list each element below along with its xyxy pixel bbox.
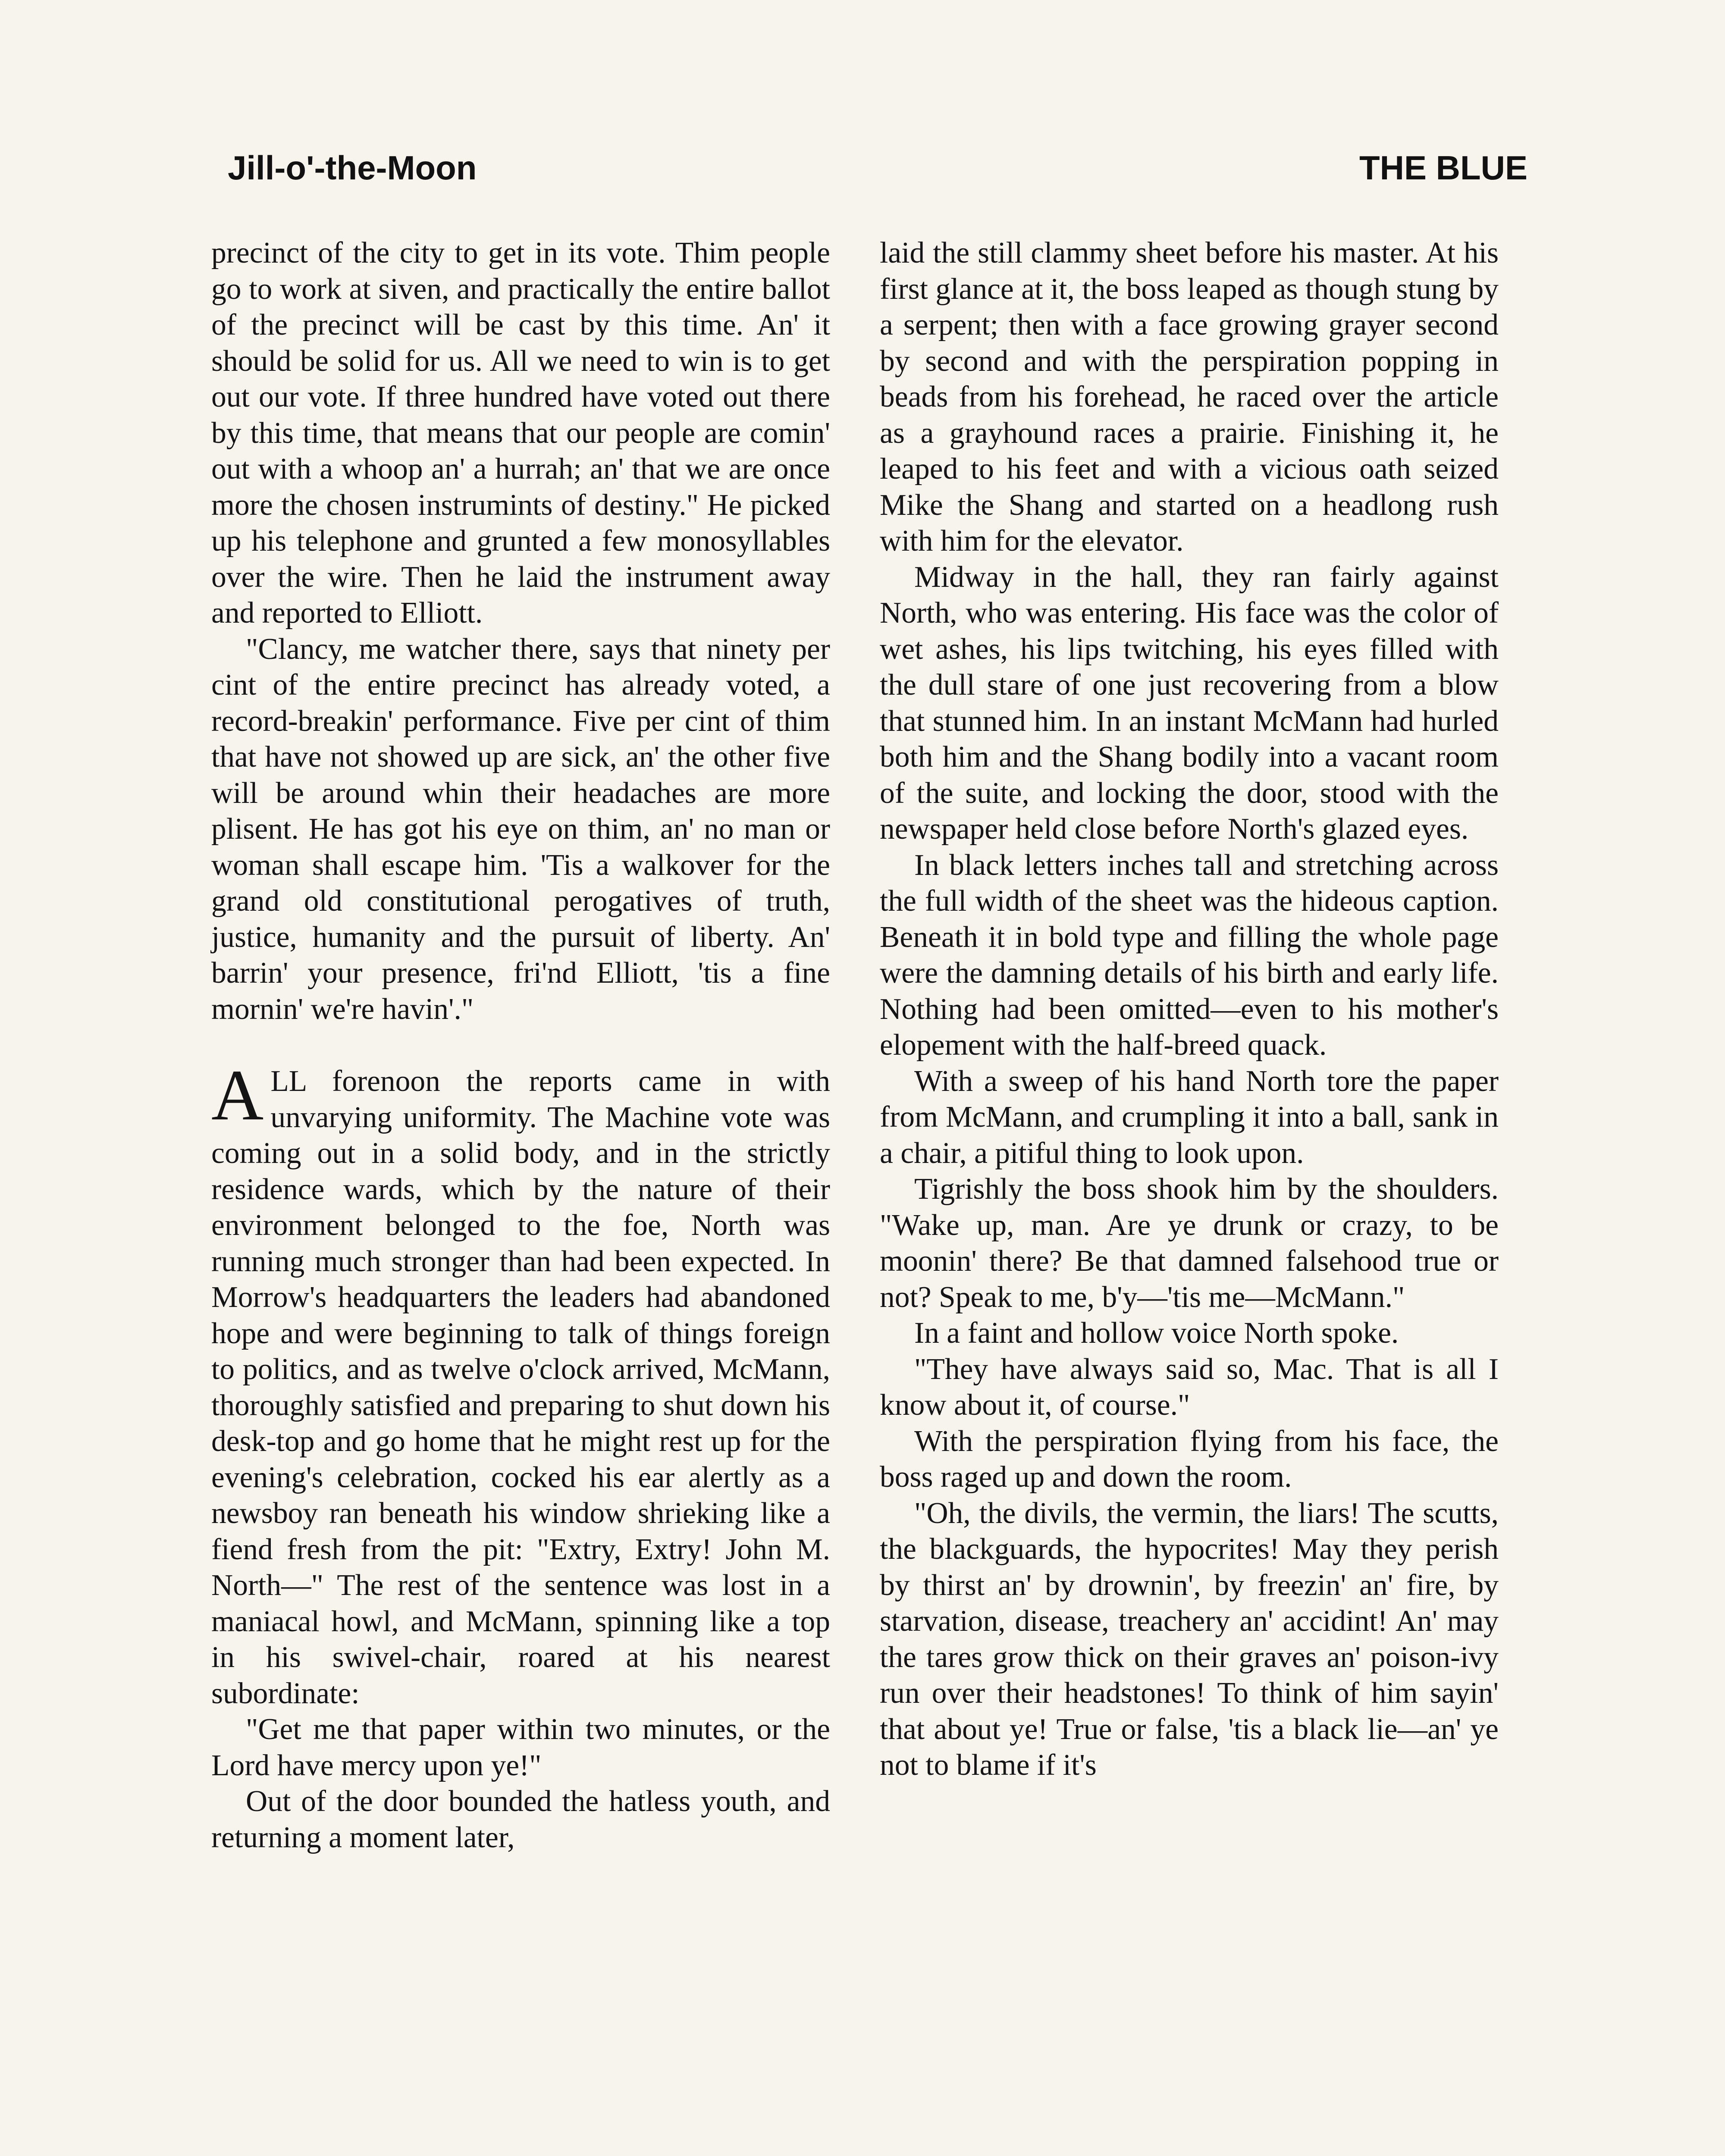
text-column-left	[211, 235, 830, 1855]
paragraph: "Oh, the divils, the vermin, the liars! The scutts, the blackguards, the hypocrites! May they perish by thirst an' by drownin', by freezin' an' fire, by starvation, disease, treachery an' accidint! An' may the tares grow thick on their graves an' poison-ivy run over their headstones! To think of him sayin' that about ye! True or false, 'tis a black lie—an' ye not to blame if it's	[880, 1496, 1499, 1782]
running-head-magazine-title: THE BLUE	[1359, 149, 1527, 187]
running-head-story-title: Jill-o'-the-Moon	[228, 149, 477, 187]
paragraph: Tigrishly the boss shook him by the shoulders. "Wake up, man. Are ye drunk or crazy, to be moonin' there? Be that damned falsehood true or not? Speak to me, b'y—'tis me—McMann."	[880, 1172, 1499, 1314]
paragraph: In black letters inches tall and stretching across the full width of the sheet was the hideous caption. Beneath it in bold type and filling the whole page were the damning details of his birth and early life. Nothing had been omitted—even to his mother's elopement with the half-breed quack.	[880, 848, 1499, 1062]
paragraph: laid the still clammy sheet before his master. At his first glance at it, the boss leaped as though stung by a serpent; then with a face growing grayer second by second and with the perspiration popping in beads from his forehead, he raced over the article as a grayhound races a prairie. Finishing it, he leaped to his feet and with a vicious oath seized Mike the Shang and started on a headlong rush with him for the elevator.	[880, 236, 1499, 558]
paragraph: "They have always said so, Mac. That is all I know about it, of course."	[880, 1352, 1499, 1422]
section-paragraph	[211, 1055, 830, 1711]
paragraph: Out of the door bounded the hatless youth, and returning a moment later,	[211, 1785, 830, 1854]
paragraph-text: LL forenoon the reports came in with unvarying uniformity. The Machine vote was coming out in a solid body, and in the strictly residence wards, which by the nature of their environment belonged to the foe, North was running much stronger than had been expected. In Morrow's headquarters the leaders had abandoned hope and were beginning to talk of things foreign to politics, and as twelve o'clock arrived, McMann, thoroughly satisfied and preparing to shut down his desk-top and go home that he might rest up for the evening's celebration, cocked his ear alertly as a newsboy ran beneath his window shrieking like a fiend fresh from the pit: "Extry, Extry! John M. North—" The rest of the sentence was lost in a maniacal howl, and McMann, spinning like a top in his swivel-chair, roared at his nearest subordinate:	[211, 1065, 830, 1710]
text-column-right	[880, 235, 1499, 1783]
paragraph: In a faint and hollow voice North spoke.	[914, 1316, 1399, 1350]
paragraph: "Get me that paper within two minutes, or the Lord have mercy upon ye!"	[211, 1713, 830, 1782]
paragraph: Midway in the hall, they ran fairly against North, who was entering. His face was the color of wet ashes, his lips twitching, his eyes filled with the dull stare of one just recovering from a blow that stunned him. In an instant McMann had hurled both him and the Shang bodily into a vacant room of the suite, and locking the door, stood with the newspaper held close before North's glazed eyes.	[880, 560, 1499, 846]
drop-cap: A	[211, 1055, 264, 1135]
paragraph: precinct of the city to get in its vote. Thim people go to work at siven, and practically the entire ballot of the precinct will be cast by this time. An' it should be solid for us. All we need to win is to get out our vote. If three hundred have voted out there by this time, that means that our people are comin' out with a whoop an' a hurrah; an' that we are once more the chosen instrumints of destiny." He picked up his telephone and grunted a few monosyllables over the wire. Then he laid the instrument away and reported to Elliott.	[211, 236, 830, 630]
paragraph: With a sweep of his hand North tore the paper from McMann, and crumpling it into a ball, sank in a chair, a pitiful thing to look upon.	[880, 1064, 1499, 1170]
paragraph: With the perspiration flying from his face, the boss raged up and down the room.	[880, 1424, 1499, 1494]
paragraph: "Clancy, me watcher there, says that ninety per cint of the entire precinct has already voted, a record-breakin' performance. Five per cint of thim that have not showed up are sick, an' the other five will be around whin their headaches are more plisent. He has got his eye on thim, an' no man or woman shall escape him. 'Tis a walkover for the grand old constitutional perogatives of truth, justice, humanity and the pursuit of liberty. An' barrin' your presence, fri'nd Elliott, 'tis a fine mornin' we're havin'."	[211, 632, 830, 1026]
